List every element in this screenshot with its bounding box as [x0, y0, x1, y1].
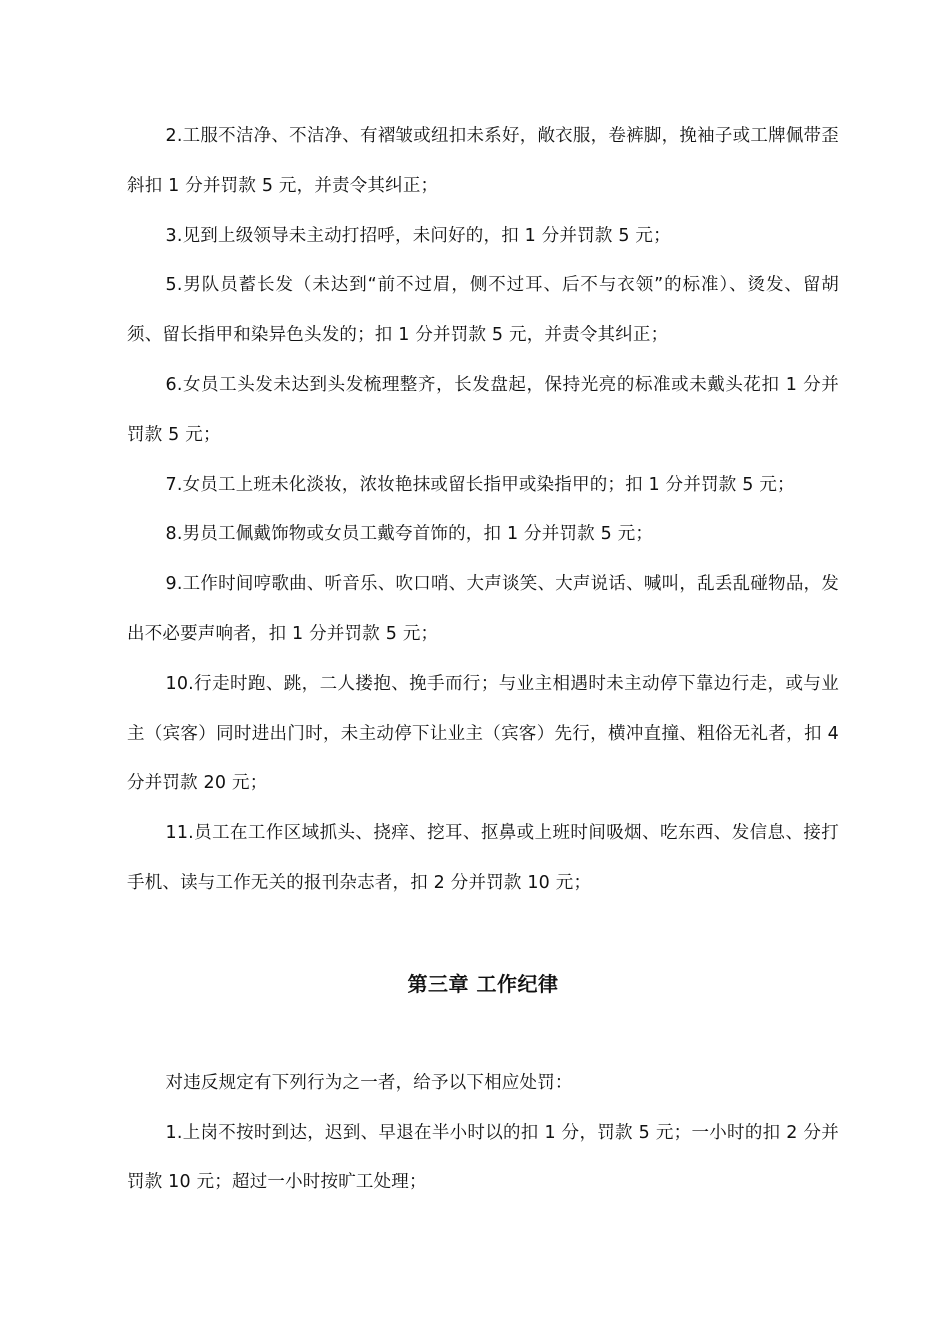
document-body: [127, 112, 839, 1208]
rule-item-11: 11.员工在工作区域抓头、挠痒、挖耳、抠鼻或上班时间吸烟、吃东西、发信息、接打手机、读与工作无关的报刊杂志者，扣 2 分并罚款 10 元；: [127, 823, 839, 893]
rule-item-5: 5.男队员蓄长发（未达到“前不过眉，侧不过耳、后不与衣领”的标准）、烫发、留胡须、留长指甲和染异色头发的；扣 1 分并罚款 5 元，并责令其纠正；: [127, 275, 839, 346]
chapter-title: 第三章 工作纪律: [407, 971, 559, 996]
rule-item-6: 6.女员工头发未达到头发梳理整齐，长发盘起，保持光亮的标准或未戴头花扣 1 分并罚款 5 元；: [127, 374, 839, 445]
rule-item-2: 2.工服不洁净、不洁净、有褶皱或纽扣未系好，敞衣服，卷裤脚，挽袖子或工牌佩带歪斜扣 1 分并罚款 5 元，并责令其纠正；: [127, 126, 839, 196]
rule-item-3: 3.见到上级领导未主动打招呼，未问好的，扣 1 分并罚款 5 元；: [165, 225, 671, 246]
discipline-item-1: 1.上岗不按时到达，迟到、早退在半小时以的扣 1 分，罚款 5 元；一小时的扣 2 分并罚款 10 元；超过一小时按旷工处理；: [127, 1122, 839, 1193]
rule-item-7: 7.女员工上班未化淡妆，浓妆艳抹或留长指甲或染指甲的；扣 1 分并罚款 5 元；: [165, 474, 795, 495]
rule-item-10: 10.行走时跑、跳，二人搂抱、挽手而行；与业主相遇时未主动停下靠边行走，或与业主（宾客）同时进出门时，未主动停下让业主（宾客）先行，横冲直撞、粗俗无礼者，扣 4 分并罚款 20 元；: [127, 673, 839, 794]
chapter-intro: 对违反规定有下列行为之一者，给予以下相应处罚：: [165, 1072, 573, 1093]
rule-item-9: 9.工作时间哼歌曲、听音乐、吹口哨、大声谈笑、大声说话、喊叫，乱丢乱碰物品，发出不必要声响者，扣 1 分并罚款 5 元；: [127, 574, 839, 644]
rule-item-8: 8.男员工佩戴饰物或女员工戴夸首饰的，扣 1 分并罚款 5 元；: [165, 524, 654, 545]
